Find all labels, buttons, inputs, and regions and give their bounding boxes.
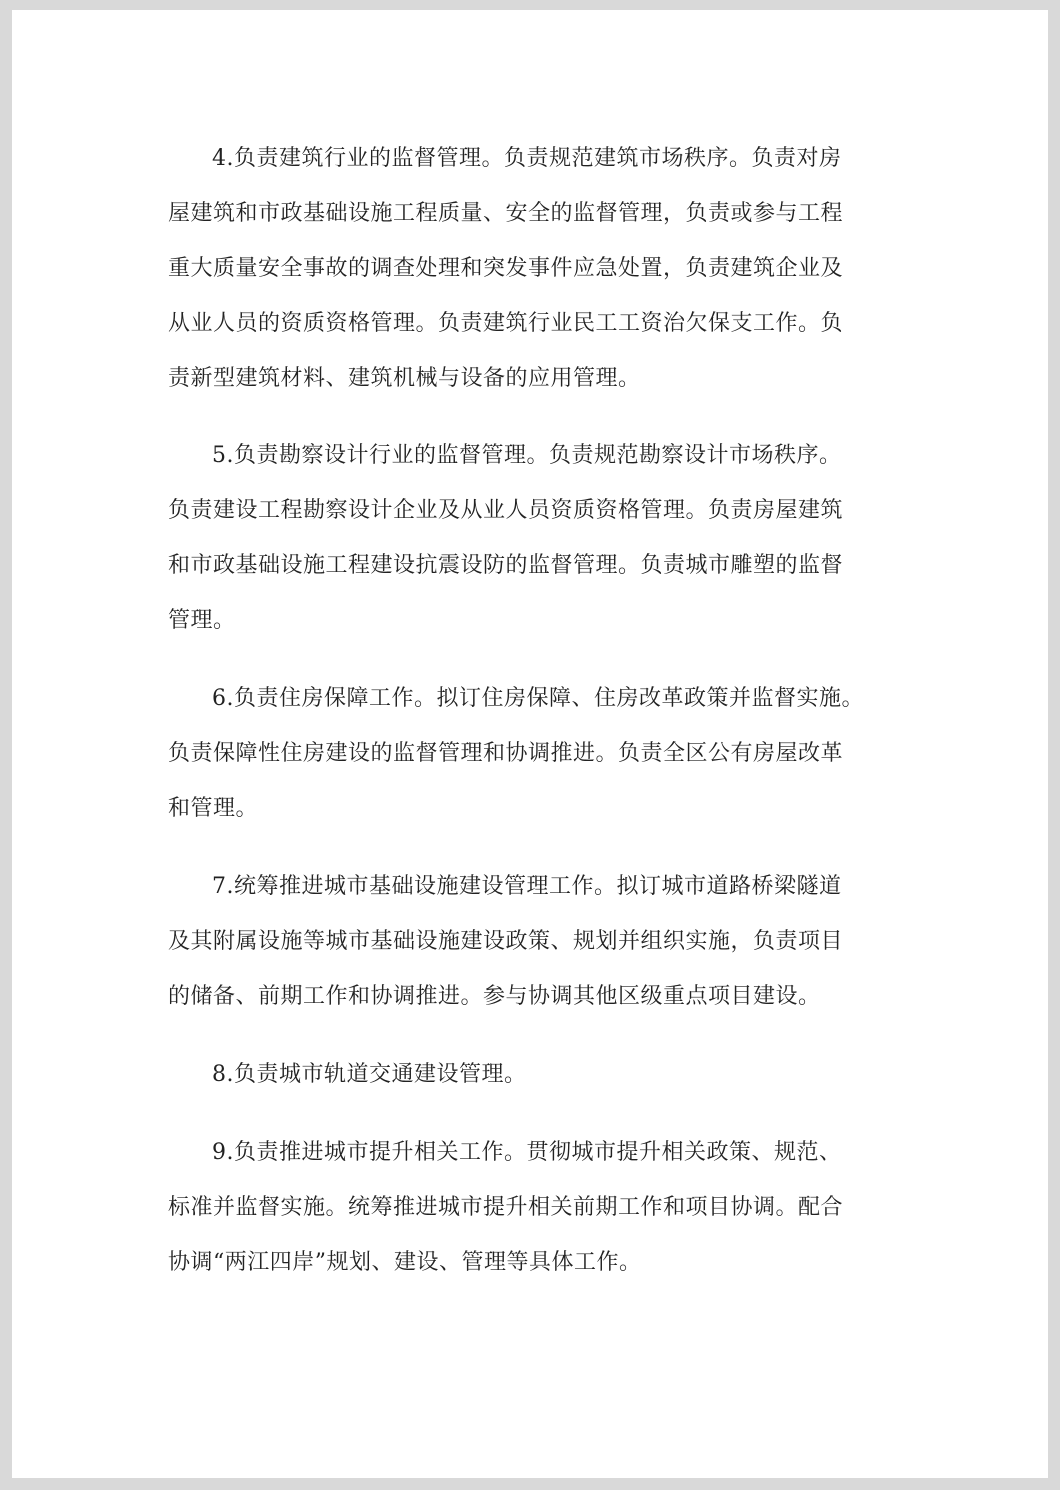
paragraph-5-line-2: 负责建设工程勘察设计企业及从业人员资质资格管理。负责房屋建筑 <box>168 498 844 523</box>
paragraph-7-line-1: 7.统筹推进城市基础设施建设管理工作。拟订城市道路桥梁隧道 <box>212 874 842 899</box>
paragraph-9-line-1: 9.负责推进城市提升相关工作。贯彻城市提升相关政策、规范、 <box>212 1140 842 1165</box>
paragraph-4-line-3: 重大质量安全事故的调查处理和突发事件应急处置，负责建筑企业及 <box>168 256 844 281</box>
paragraph-9-line-2: 标准并监督实施。统筹推进城市提升相关前期工作和项目协调。配合 <box>168 1195 844 1220</box>
paragraph-4-line-2: 屋建筑和市政基础设施工程质量、安全的监督管理，负责或参与工程 <box>168 201 844 226</box>
paragraph-5-line-3: 和市政基础设施工程建设抗震设防的监督管理。负责城市雕塑的监督 <box>168 553 844 578</box>
paragraph-9-line-3: 协调“两江四岸”规划、建设、管理等具体工作。 <box>168 1250 642 1275</box>
paragraph-6-line-2: 负责保障性住房建设的监督管理和协调推进。负责全区公有房屋改革 <box>168 741 844 766</box>
paragraph-5-line-4: 管理。 <box>168 608 236 633</box>
paragraph-4-line-5: 责新型建筑材料、建筑机械与设备的应用管理。 <box>168 366 641 391</box>
paragraph-7-line-2: 及其附属设施等城市基础设施建设政策、规划并组织实施，负责项目 <box>168 929 844 954</box>
paragraph-8-line-1: 8.负责城市轨道交通建设管理。 <box>212 1062 527 1087</box>
document-page <box>12 10 1048 1478</box>
paragraph-4-line-4: 从业人员的资质资格管理。负责建筑行业民工工资治欠保支工作。负 <box>168 311 844 336</box>
paragraph-5-line-1: 5.负责勘察设计行业的监督管理。负责规范勘察设计市场秩序。 <box>212 443 842 468</box>
paragraph-6-line-3: 和管理。 <box>168 796 259 821</box>
paragraph-7-line-3: 的储备、前期工作和协调推进。参与协调其他区级重点项目建设。 <box>168 984 821 1009</box>
paragraph-4-line-1: 4.负责建筑行业的监督管理。负责规范建筑市场秩序。负责对房 <box>212 146 842 171</box>
paragraph-6-line-1: 6.负责住房保障工作。拟订住房保障、住房改革政策并监督实施。 <box>212 686 864 711</box>
